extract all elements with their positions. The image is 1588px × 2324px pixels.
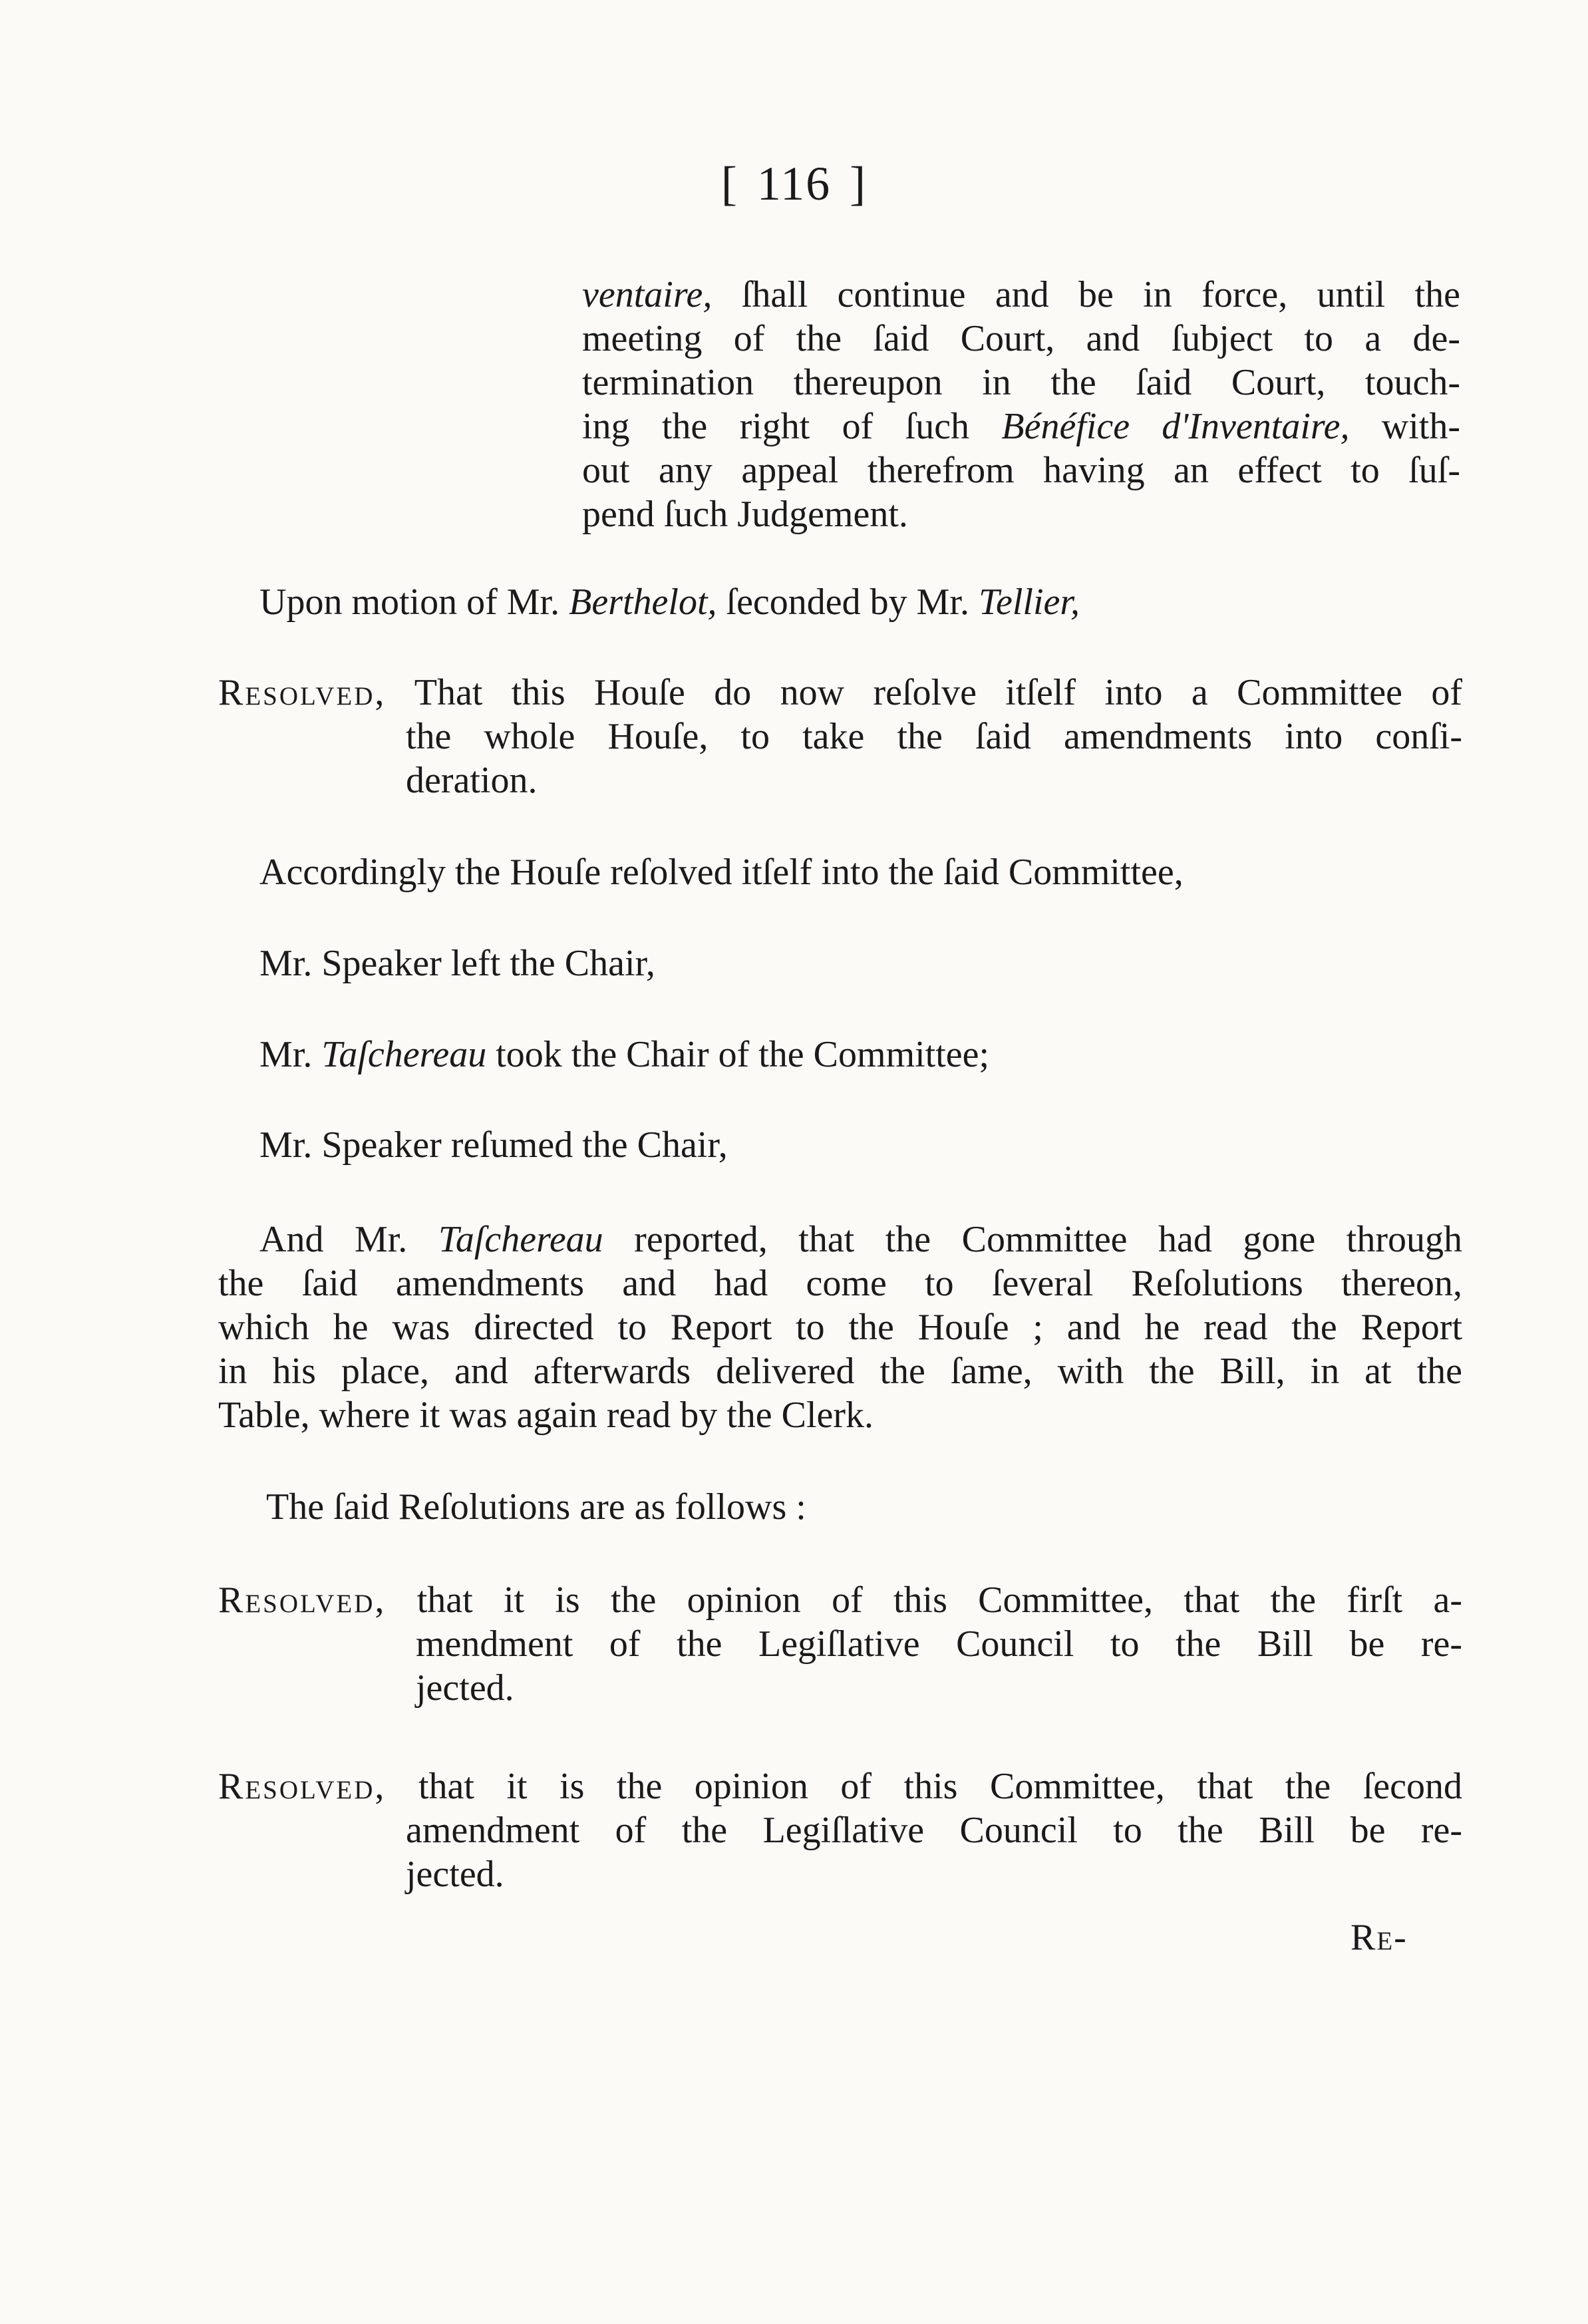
- report-line: [218, 1305, 1462, 1349]
- proceeding-line: [259, 1123, 728, 1167]
- continuation-line: [582, 405, 1460, 448]
- line-text: mendment of the Legiſlative Council to the Bill be re-: [416, 1623, 1462, 1665]
- continuation-line: [582, 361, 1460, 405]
- proceeding-line: [259, 1033, 989, 1077]
- line-text: Mr.: [259, 1034, 322, 1075]
- line-text: out any appeal therefrom having an effect to ſuſ-: [582, 450, 1460, 491]
- line-text: the ſaid amendments and had come to ſeveral Reſolutions thereon,: [218, 1263, 1462, 1304]
- line-text: pend ſuch Judgement.: [582, 494, 908, 535]
- resolved-label: Resolved,: [218, 672, 387, 713]
- line-text: the whole Houſe, to take the ſaid amendments into conſi-: [406, 716, 1462, 757]
- resolution-line: [416, 1666, 514, 1710]
- line-text: Table, where it was again read by the Clerk.: [218, 1395, 874, 1436]
- line-text: deration.: [406, 760, 538, 801]
- resolution-line: [416, 1622, 1462, 1666]
- line-text: ſeconded by Mr.: [716, 581, 979, 623]
- page-header: [0, 156, 1588, 212]
- line-text: Mr. Speaker left the Chair,: [259, 943, 655, 984]
- mover-name: Berthelot,: [569, 581, 717, 623]
- bracket-open: [: [720, 157, 738, 210]
- chairman-name: Taſchereau: [321, 1034, 487, 1075]
- line-text: in his place, and afterwards delivered the ſame, with the Bill, in at the: [218, 1351, 1462, 1392]
- line-text: amendment of the Legiſlative Council to the Bill be re-: [406, 1810, 1462, 1851]
- resolution-line: [406, 758, 537, 802]
- continuation-line: [582, 273, 1460, 317]
- resolution-line: [218, 1578, 1462, 1622]
- line-text: took the Chair of the Committee;: [486, 1034, 990, 1075]
- catchword: Re-: [1350, 1917, 1408, 1958]
- line-text: ing the right of ſuch: [582, 406, 1002, 447]
- proceeding-line: [259, 941, 655, 985]
- continuation-line: [582, 448, 1460, 492]
- line-text: jected.: [416, 1667, 514, 1709]
- line-text: jected.: [406, 1854, 504, 1895]
- resolution-line: [406, 1852, 504, 1896]
- line-text: termination thereupon in the ſaid Court, touch-: [582, 362, 1460, 403]
- page-number: 116: [756, 157, 832, 210]
- line-text: which he was directed to Report to the Houſe ; and he read the Report: [218, 1307, 1462, 1348]
- line-text: Upon motion of Mr.: [259, 581, 569, 623]
- line-text: ſhall continue and be in force, until the: [712, 274, 1460, 315]
- line-text: That this Houſe do now reſolve itſelf into a Committee of: [386, 672, 1462, 713]
- resolution-line: [406, 1808, 1462, 1852]
- line-text: that it is the opinion of this Committee, that the firſt a-: [386, 1579, 1462, 1621]
- resolved-label: Resolved,: [218, 1766, 387, 1807]
- resolution-line: [406, 715, 1462, 758]
- line-text: reported, that the Committee had gone through: [603, 1219, 1462, 1260]
- line-text: Accordingly the Houſe reſolved itſelf into the ſaid Committee,: [259, 852, 1184, 893]
- line-text: with-: [1349, 406, 1460, 447]
- italic-term: Bénéfice d'Inventaire,: [1001, 406, 1350, 447]
- resolution-line: [218, 671, 1462, 715]
- line-text: that it is the opinion of this Committee, that the ſecond: [386, 1766, 1462, 1807]
- resolution-line: [218, 1764, 1462, 1808]
- report-line: [218, 1393, 873, 1437]
- motion-line: [259, 580, 1080, 624]
- report-line: [218, 1261, 1462, 1305]
- report-line: [218, 1349, 1462, 1393]
- line-text: The ſaid Reſolutions are as follows :: [266, 1486, 806, 1528]
- report-line: [259, 1218, 1462, 1261]
- proceeding-line: [259, 850, 1184, 894]
- reporter-name: Taſchereau: [438, 1219, 603, 1260]
- seconder-name: Tellier,: [979, 581, 1080, 623]
- resolutions-intro: [266, 1485, 806, 1529]
- line-text: meeting of the ſaid Court, and ſubject to a de-: [582, 318, 1460, 359]
- italic-term: ventaire,: [582, 274, 713, 315]
- continuation-line: [582, 317, 1460, 361]
- resolved-label: Resolved,: [218, 1579, 387, 1621]
- line-text: Mr. Speaker reſumed the Chair,: [259, 1124, 728, 1166]
- line-text: And Mr.: [259, 1219, 438, 1260]
- bracket-close: ]: [850, 157, 868, 210]
- continuation-line: [582, 492, 908, 536]
